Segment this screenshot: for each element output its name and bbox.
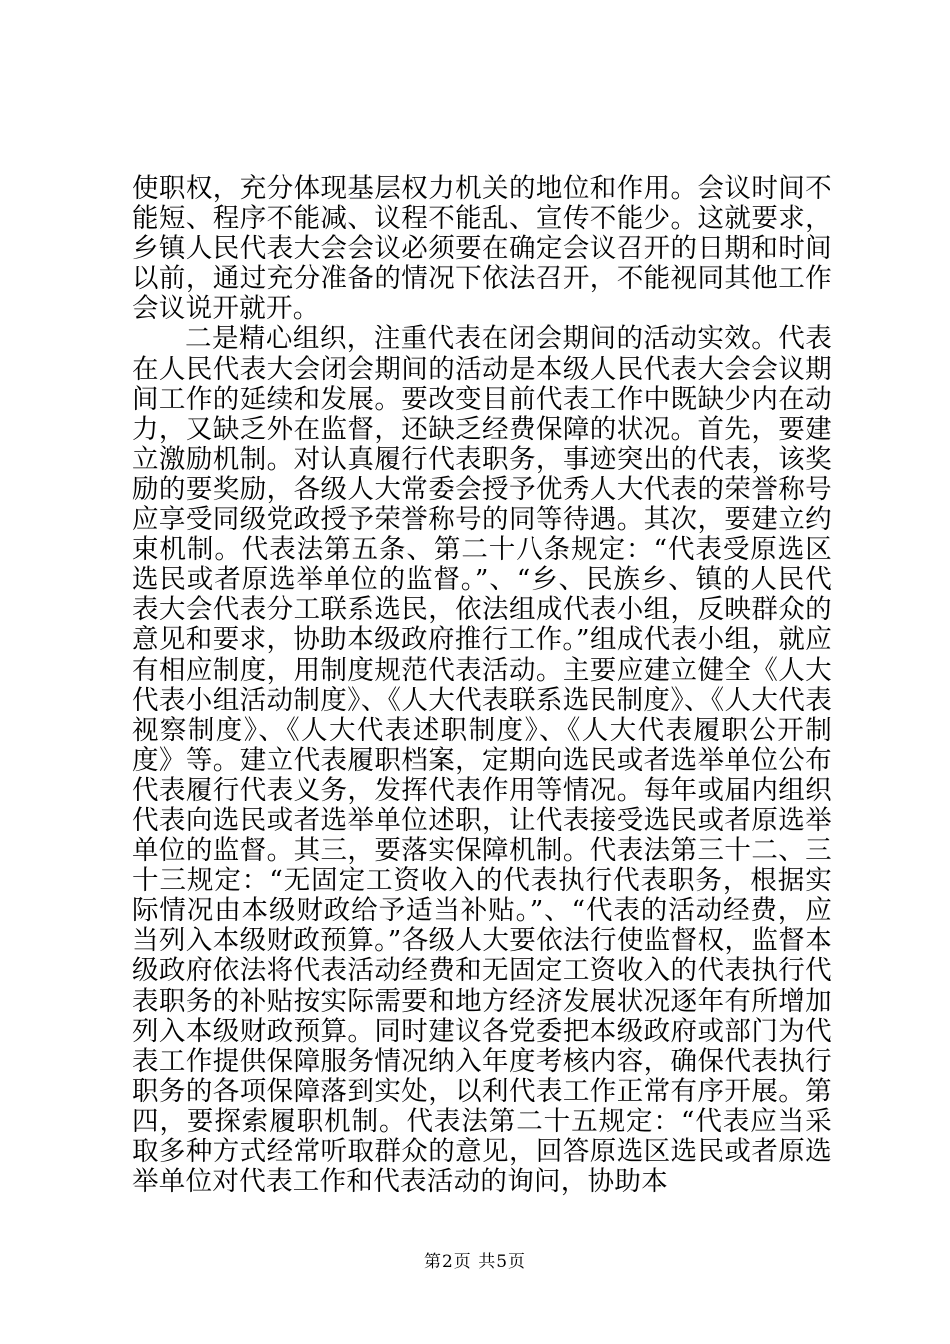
page-footer <box>0 1247 950 1272</box>
document-body <box>132 174 832 1197</box>
paragraph-2: 二是精心组织，注重代表在闭会期间的活动实效。代表在人民代表大会闭会期间的活动是本级人民代表大会会议期间工作的延续和发展。要改变目前代表工作中既缺少内在动力，又缺乏外在监督，还缺乏经费保障的状况。首先，要建立激励机制。对认真履行代表职务，事迹突出的代表，该奖励的要奖励，各级人大常委会授予优秀人大代表的荣誉称号应享受同级党政授予荣誉称号的同等待遇。其次，要建立约束机制。代表法第五条、第二十八条规定：“代表受原选区选民或者原选举单位的监督。”、“乡、民族乡、镇的人民代表大会代表分工联系选民，依法组成代表小组，反映群众的意见和要求，协助本级政府推行工作。”组成代表小组，就应有相应制度，用制度规范代表活动。主要应建立健全《人大代表小组活动制度》、《人大代表联系选民制度》、《人大代表视察制度》、《人大代表述职制度》、《人大代表履职公开制度》等。建立代表履职档案，定期向选民或者选举单位公布代表履行代表义务，发挥代表作用等情况。每年或届内组织代表向选民或者选举单位述职，让代表接受选民或者原选举单位的监督。其三，要落实保障机制。代表法第三十二、三十三规定：“无固定工资收入的代表执行代表职务，根据实际情况由本级财政给予适当补贴。”、“代表的活动经费，应当列入本级财政预算。”各级人大要依法行使监督权，监督本级政府依法将代表活动经费和无固定工资收入的代表执行代表职务的补贴按实际需要和地方经济发展状况逐年有所增加列入本级财政预算。同时建议各党委把本级政府或部门为代表工作提供保障服务情况纳入年度考核内容，确保代表执行职务的各项保障落到实处，以利代表工作正常有序开展。第四，要探索履职机制。代表法第二十五规定：“代表应当采取多种方式经常听取群众的意见，回答原选区选民或者原选举单位对代表工作和代表活动的询问，协助本 <box>132 323 832 1198</box>
paragraph-1: 使职权，充分体现基层权力机关的地位和作用。会议时间不能短、程序不能减、议程不能乱、宣传不能少。这就要求，乡镇人民代表大会会议必须要在确定会议召开的日期和时间以前，通过充分准备的情况下依法召开，不能视同其他工作会议说开就开。 <box>132 173 832 325</box>
page-number-label: 第2页 共5页 <box>423 1252 527 1272</box>
